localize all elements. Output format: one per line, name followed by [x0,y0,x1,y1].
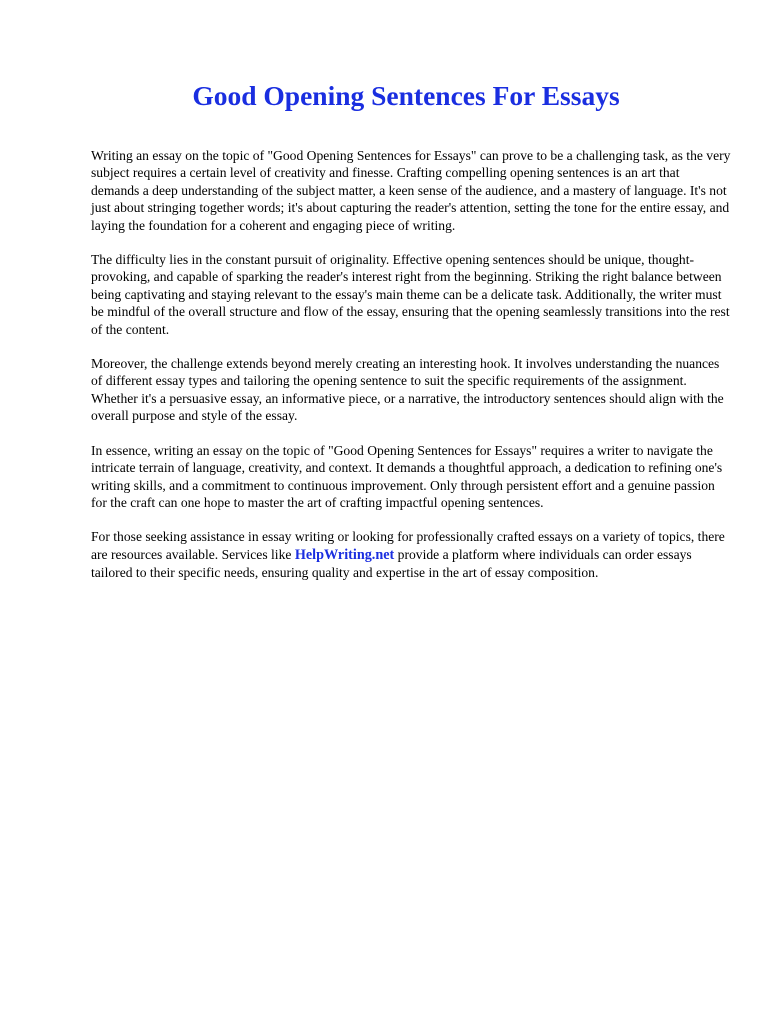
helpwriting-link[interactable]: HelpWriting.net [294,546,395,563]
paragraph-5 [91,528,731,581]
paragraph-5-after-link: provide a platform where individuals can order essays tailored to their specific needs, ensuring quality and expertise in the art of essay composition. [91,546,692,581]
paragraph-3: Moreover, the challenge extends beyond merely creating an interesting hook. It involves understanding the nuances of different essay types and tailoring the opening sentence to suit the specific requirements of the assignment. Whether it's a persuasive essay, an informative piece, or a narrative, the introductory sentences should align with the overall purpose and style of the essay. [91,356,724,424]
paragraph-1: Writing an essay on the topic of "Good Opening Sentences for Essays" can prove to be a challenging task, as the very subject requires a certain level of creativity and finesse. Crafting compelling opening sentences is an art that demands a deep understanding of the subject matter, a keen sense of the audience, and a mastery of language. It's not just about stringing together words; it's about capturing the reader's attention, setting the tone for the entire essay, and laying the foundation for a coherent and engaging piece of writing. [91,148,731,233]
paragraph-4: In essence, writing an essay on the topic of "Good Opening Sentences for Essays" requires a writer to navigate the intricate terrain of language, creativity, and context. It demands a thoughtful approach, a dedication to refining one's writing skills, and a commitment to continuous improvement. Only through persistent effort and a genuine passion for the craft can one hope to master the art of crafting impactful opening sentences. [91,442,723,510]
document-body [91,147,731,599]
paragraph-5-before-link: For those seeking assistance in essay writing or looking for professionally crafted essays on a variety of topics, there are resources available. Services like [91,529,725,562]
paragraph-2: The difficulty lies in the constant pursuit of originality. Effective opening sentences should be unique, thought-provoking, and capable of sparking the reader's interest right from the beginning. Striking the right balance between being captivating and staying relevant to the essay's main theme can be a delicate task. Additionally, the writer must be mindful of the overall structure and flow of the essay, ensuring that the opening seamlessly transitions into the rest of the content. [91,252,730,337]
document-title: Good Opening Sentences For Essays [192,80,620,111]
